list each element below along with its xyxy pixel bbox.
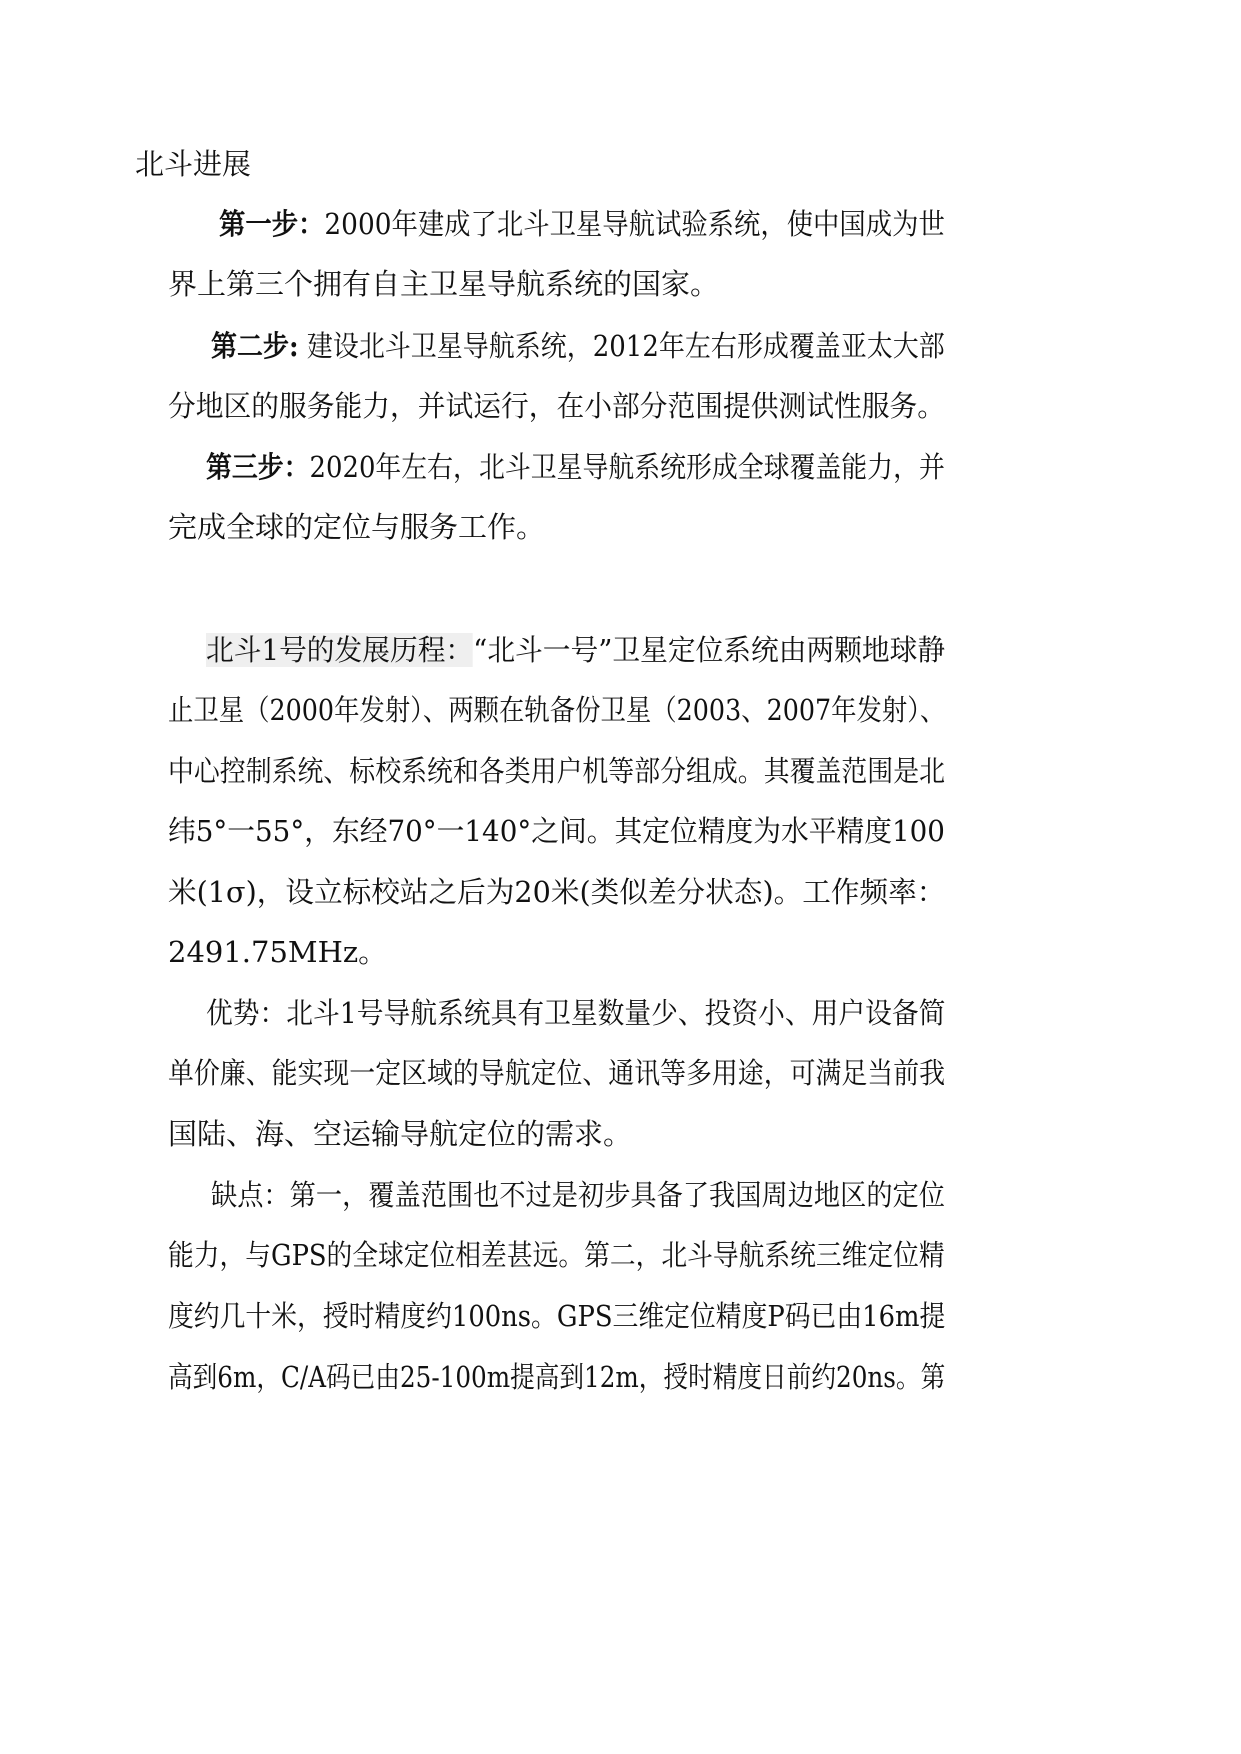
- history-line-5: 米(1σ)，设立标校站之后为20米(类似差分状态)。工作频率：: [168, 875, 946, 909]
- advantage-line-3: 国陆、海、空运输导航定位的需求。: [168, 1117, 633, 1151]
- history-text: “北斗一号”卫星定位系统由两颗地球静: [473, 633, 946, 667]
- step-3-label: 第三步：: [206, 450, 310, 484]
- step-1-line-1: [219, 204, 945, 244]
- step-2-text: 建设北斗卫星导航系统，2012年左右形成覆盖亚太大部: [298, 329, 945, 363]
- step-2-label: 第二步:: [211, 329, 299, 363]
- history-line-3: 中心控制系统、标校系统和各类用户机等部分组成。其覆盖范围是北: [168, 754, 946, 788]
- step-3-line-2: 完成全球的定位与服务工作。: [168, 510, 546, 544]
- step-2-line-2: 分地区的服务能力，并试运行，在小部分范围提供测试性服务。: [168, 389, 946, 423]
- history-label: 北斗1号的发展历程：: [206, 633, 474, 667]
- step-2-line-1: [211, 326, 945, 366]
- step-1-line-2: 界上第三个拥有自主卫星导航系统的国家。: [168, 267, 720, 301]
- history-line-6: 2491.75MHz。: [168, 935, 388, 969]
- history-line-4: 纬5°一55°，东经70°一140°之间。其定位精度为水平精度100: [168, 814, 945, 848]
- step-1-label: 第一步：: [219, 207, 325, 241]
- page-title: 北斗进展: [135, 147, 252, 181]
- disadvantage-line-3: 度约几十米，授时精度约100ns。GPS三维定位精度P码已由16m提: [168, 1299, 946, 1333]
- step-3-line-1: [206, 447, 945, 487]
- step-3-text: 2020年左右，北斗卫星导航系统形成全球覆盖能力，并: [309, 450, 945, 484]
- advantage-line-1: 优势：北斗1号导航系统具有卫星数量少、投资小、用户设备简: [206, 996, 946, 1030]
- disadvantage-line-1: 缺点：第一，覆盖范围也不过是初步具备了我国周边地区的定位: [211, 1178, 945, 1212]
- step-1-text: 2000年建成了北斗卫星导航试验系统，使中国成为世: [324, 207, 945, 241]
- advantage-line-2: 单价廉、能实现一定区域的导航定位、通讯等多用途，可满足当前我: [168, 1056, 946, 1090]
- history-line-1: [206, 630, 945, 670]
- disadvantage-line-2: 能力，与GPS的全球定位相差甚远。第二，北斗导航系统三维定位精: [168, 1238, 945, 1272]
- disadvantage-line-4: 高到6m，C/A码已由25-100m提高到12m，授时精度日前约20ns。第: [168, 1360, 946, 1394]
- history-line-2: 止卫星（2000年发射）、两颗在轨备份卫星（2003、2007年发射）、: [168, 693, 946, 727]
